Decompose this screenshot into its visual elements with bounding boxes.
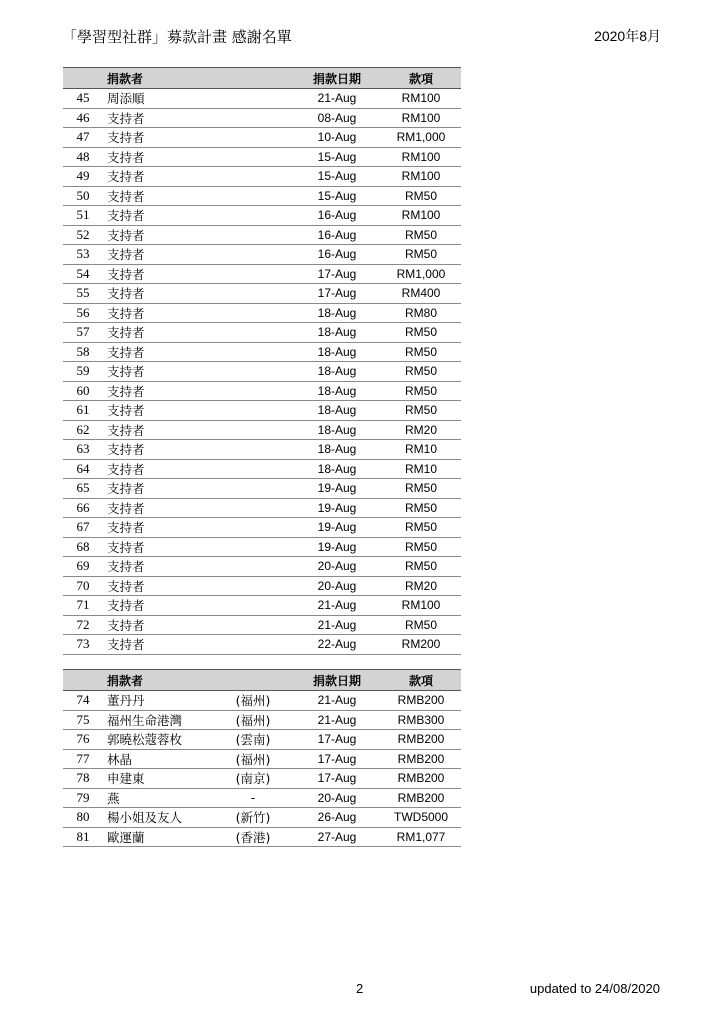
row-number: 62	[63, 420, 103, 440]
table-row	[63, 381, 461, 401]
donation-date: 17-Aug	[293, 749, 381, 769]
donor-name: 支持者	[103, 264, 293, 284]
donation-date: 10-Aug	[293, 128, 381, 148]
donation-date: 16-Aug	[293, 245, 381, 265]
table-row	[63, 245, 461, 265]
donation-amount: RM50	[381, 381, 461, 401]
table-row	[63, 576, 461, 596]
table-row	[63, 303, 461, 323]
updated-note: updated to 24/08/2020	[529, 981, 660, 996]
table-row	[63, 284, 461, 304]
donation-date: 18-Aug	[293, 323, 381, 343]
donation-date: 21-Aug	[293, 596, 381, 616]
table-row	[63, 537, 461, 557]
table-row	[63, 323, 461, 343]
donation-amount: RM50	[381, 479, 461, 499]
donor-name: 支持者	[103, 381, 293, 401]
donation-amount: RM50	[381, 323, 461, 343]
donation-amount: RMB200	[381, 730, 461, 750]
donation-date: 18-Aug	[293, 420, 381, 440]
donation-amount: RMB300	[381, 710, 461, 730]
row-number: 70	[63, 576, 103, 596]
donation-date: 19-Aug	[293, 518, 381, 538]
header-date: 捐款日期	[293, 68, 381, 89]
row-number: 78	[63, 769, 103, 789]
donation-amount: RM100	[381, 108, 461, 128]
row-number: 48	[63, 147, 103, 167]
row-number: 59	[63, 362, 103, 382]
donor-name: 歐運蘭	[103, 827, 213, 847]
donation-amount: RMB200	[381, 749, 461, 769]
table-row	[63, 420, 461, 440]
donor-location: (福州)	[213, 691, 293, 711]
donation-date: 08-Aug	[293, 108, 381, 128]
donor-name: 支持者	[103, 537, 293, 557]
row-number: 68	[63, 537, 103, 557]
donor-location: (福州)	[213, 710, 293, 730]
donor-name: 周添順	[103, 89, 293, 109]
row-number: 69	[63, 557, 103, 577]
donor-name: 楊小姐及友人	[103, 808, 213, 828]
donor-name: 支持者	[103, 576, 293, 596]
header-donor: 捐款者	[103, 670, 293, 691]
donation-date: 18-Aug	[293, 381, 381, 401]
donation-date: 21-Aug	[293, 89, 381, 109]
donor-name: 支持者	[103, 459, 293, 479]
donation-amount: RM1,000	[381, 128, 461, 148]
row-number: 65	[63, 479, 103, 499]
row-number: 54	[63, 264, 103, 284]
donor-name: 支持者	[103, 440, 293, 460]
table-row	[63, 362, 461, 382]
donor-name: 支持者	[103, 323, 293, 343]
table-row	[63, 808, 461, 828]
row-number: 45	[63, 89, 103, 109]
donation-date: 27-Aug	[293, 827, 381, 847]
table-row	[63, 225, 461, 245]
donor-name: 支持者	[103, 498, 293, 518]
table-row	[63, 108, 461, 128]
donation-amount: RM100	[381, 167, 461, 187]
donation-date: 18-Aug	[293, 342, 381, 362]
donation-date: 15-Aug	[293, 186, 381, 206]
donation-date: 16-Aug	[293, 206, 381, 226]
donor-location: (新竹)	[213, 808, 293, 828]
table-header-row	[63, 670, 461, 691]
table-row	[63, 264, 461, 284]
donor-name: 支持者	[103, 128, 293, 148]
donation-date: 21-Aug	[293, 691, 381, 711]
table-row	[63, 730, 461, 750]
donation-date: 17-Aug	[293, 730, 381, 750]
donation-date: 20-Aug	[293, 788, 381, 808]
donor-name: 支持者	[103, 206, 293, 226]
donor-name: 支持者	[103, 362, 293, 382]
table-row	[63, 459, 461, 479]
donation-date: 15-Aug	[293, 167, 381, 187]
donation-date: 19-Aug	[293, 537, 381, 557]
donation-amount: RM10	[381, 459, 461, 479]
table-body	[63, 691, 461, 847]
donation-date: 16-Aug	[293, 225, 381, 245]
header-amount: 款項	[381, 670, 461, 691]
table-row	[63, 749, 461, 769]
donation-amount: RM20	[381, 420, 461, 440]
table-row	[63, 206, 461, 226]
donor-name: 支持者	[103, 420, 293, 440]
row-number: 51	[63, 206, 103, 226]
donor-name: 郭曉松蔻蓉枚	[103, 730, 213, 750]
donor-name: 燕	[103, 788, 213, 808]
row-number: 72	[63, 615, 103, 635]
donor-name: 支持者	[103, 284, 293, 304]
row-number: 57	[63, 323, 103, 343]
table-row	[63, 635, 461, 655]
table-row	[63, 128, 461, 148]
row-number: 64	[63, 459, 103, 479]
row-number: 52	[63, 225, 103, 245]
donation-amount: RM50	[381, 518, 461, 538]
donation-date: 18-Aug	[293, 440, 381, 460]
donation-date: 18-Aug	[293, 362, 381, 382]
donor-table-2	[63, 669, 461, 847]
donation-date: 17-Aug	[293, 769, 381, 789]
table-row	[63, 401, 461, 421]
donation-amount: RM50	[381, 557, 461, 577]
donation-date: 20-Aug	[293, 557, 381, 577]
donation-amount: RM50	[381, 615, 461, 635]
row-number: 56	[63, 303, 103, 323]
donation-amount: RM50	[381, 225, 461, 245]
table-row	[63, 710, 461, 730]
row-number: 60	[63, 381, 103, 401]
donor-name: 支持者	[103, 557, 293, 577]
donor-name: 支持者	[103, 342, 293, 362]
table-row	[63, 518, 461, 538]
donor-location: (雲南)	[213, 730, 293, 750]
donor-location: (香港)	[213, 827, 293, 847]
donation-amount: RM200	[381, 635, 461, 655]
donor-location: -	[213, 788, 293, 808]
table-row	[63, 788, 461, 808]
donor-name: 支持者	[103, 186, 293, 206]
table-row	[63, 769, 461, 789]
document-date: 2020年8月	[594, 28, 661, 44]
donation-amount: RMB200	[381, 769, 461, 789]
table-row	[63, 596, 461, 616]
donation-date: 17-Aug	[293, 264, 381, 284]
row-number: 79	[63, 788, 103, 808]
donation-date: 17-Aug	[293, 284, 381, 304]
donor-name: 林晶	[103, 749, 213, 769]
donation-date: 22-Aug	[293, 635, 381, 655]
donor-location: (南京)	[213, 769, 293, 789]
donation-date: 18-Aug	[293, 459, 381, 479]
donation-date: 21-Aug	[293, 710, 381, 730]
donation-date: 20-Aug	[293, 576, 381, 596]
document-title: 「學習型社群」募款計畫 感謝名單	[62, 28, 292, 46]
donation-amount: RM50	[381, 498, 461, 518]
donor-location: (福州)	[213, 749, 293, 769]
row-number: 55	[63, 284, 103, 304]
donor-name: 支持者	[103, 167, 293, 187]
row-number: 76	[63, 730, 103, 750]
row-number: 53	[63, 245, 103, 265]
donation-date: 21-Aug	[293, 615, 381, 635]
table-row	[63, 186, 461, 206]
donation-date: 26-Aug	[293, 808, 381, 828]
row-number: 80	[63, 808, 103, 828]
table-row	[63, 167, 461, 187]
donor-name: 支持者	[103, 147, 293, 167]
header-blank	[63, 670, 103, 691]
row-number: 67	[63, 518, 103, 538]
row-number: 75	[63, 710, 103, 730]
donation-amount: RM50	[381, 342, 461, 362]
donation-date: 19-Aug	[293, 479, 381, 499]
row-number: 81	[63, 827, 103, 847]
header-donor: 捐款者	[103, 68, 293, 89]
row-number: 63	[63, 440, 103, 460]
donor-name: 支持者	[103, 245, 293, 265]
donor-name: 董丹丹	[103, 691, 213, 711]
donation-date: 18-Aug	[293, 401, 381, 421]
row-number: 47	[63, 128, 103, 148]
donor-name: 支持者	[103, 401, 293, 421]
header-amount: 款項	[381, 68, 461, 89]
donor-name: 支持者	[103, 518, 293, 538]
page-number: 2	[356, 981, 364, 996]
donation-amount: TWD5000	[381, 808, 461, 828]
row-number: 73	[63, 635, 103, 655]
row-number: 46	[63, 108, 103, 128]
table-row	[63, 691, 461, 711]
header-date: 捐款日期	[293, 670, 381, 691]
table-header-row	[63, 68, 461, 89]
table-row	[63, 498, 461, 518]
table-body	[63, 89, 461, 655]
row-number: 77	[63, 749, 103, 769]
donor-name: 支持者	[103, 635, 293, 655]
donation-amount: RM10	[381, 440, 461, 460]
donor-name: 支持者	[103, 615, 293, 635]
row-number: 61	[63, 401, 103, 421]
table-row	[63, 89, 461, 109]
table-row	[63, 479, 461, 499]
row-number: 50	[63, 186, 103, 206]
donation-amount: RM50	[381, 362, 461, 382]
table-row	[63, 827, 461, 847]
donation-amount: RM20	[381, 576, 461, 596]
row-number: 74	[63, 691, 103, 711]
donation-date: 19-Aug	[293, 498, 381, 518]
donor-name: 申建東	[103, 769, 213, 789]
donor-name: 支持者	[103, 303, 293, 323]
donation-date: 15-Aug	[293, 147, 381, 167]
row-number: 49	[63, 167, 103, 187]
table-row	[63, 615, 461, 635]
donation-amount: RM100	[381, 596, 461, 616]
donation-amount: RM100	[381, 206, 461, 226]
donation-amount: RMB200	[381, 788, 461, 808]
donation-date: 18-Aug	[293, 303, 381, 323]
donation-amount: RM1,077	[381, 827, 461, 847]
donor-name: 支持者	[103, 596, 293, 616]
donor-name: 支持者	[103, 479, 293, 499]
donation-amount: RM50	[381, 401, 461, 421]
row-number: 71	[63, 596, 103, 616]
donor-name: 支持者	[103, 225, 293, 245]
donation-amount: RM50	[381, 537, 461, 557]
donation-amount: RM80	[381, 303, 461, 323]
table-row	[63, 342, 461, 362]
donation-amount: RMB200	[381, 691, 461, 711]
table-row	[63, 440, 461, 460]
donor-name: 福州生命港灣	[103, 710, 213, 730]
donation-amount: RM100	[381, 147, 461, 167]
table-row	[63, 557, 461, 577]
donation-amount: RM1,000	[381, 264, 461, 284]
row-number: 58	[63, 342, 103, 362]
table-row	[63, 147, 461, 167]
donation-amount: RM100	[381, 89, 461, 109]
donor-name: 支持者	[103, 108, 293, 128]
row-number: 66	[63, 498, 103, 518]
donation-amount: RM50	[381, 245, 461, 265]
donation-amount: RM50	[381, 186, 461, 206]
donation-amount: RM400	[381, 284, 461, 304]
donor-table-1	[63, 67, 461, 655]
header-blank	[63, 68, 103, 89]
